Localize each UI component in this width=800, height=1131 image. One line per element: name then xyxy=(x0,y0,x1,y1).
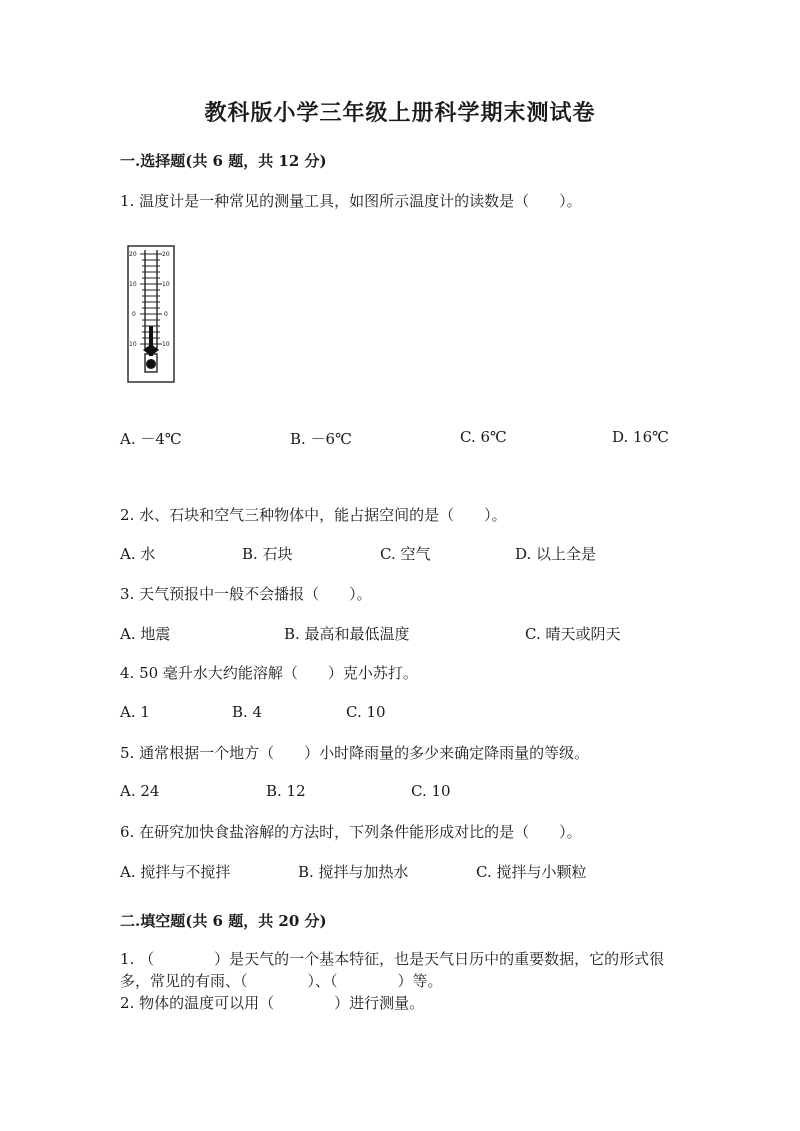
fill-question: 1. （ ）是天气的一个基本特征，也是天气日历中的重要数据，它的形式很多，常见的有雨、（ ）、（ ）等。 xyxy=(120,950,665,990)
option-a: A. 24 xyxy=(120,782,160,800)
scale-label: 10 xyxy=(162,281,170,288)
scale-label: 0 xyxy=(132,311,136,318)
fill-question: 2. 物体的温度可以用（ ）进行测量。 xyxy=(120,994,425,1012)
option-a: A. 水 xyxy=(120,545,156,563)
option-b: B. 石块 xyxy=(242,545,293,563)
option-c: C. 10 xyxy=(411,782,451,800)
section-heading-choice: 一.选择题(共 6 题，共 12 分) xyxy=(120,152,327,170)
option-b: B. 搅拌与加热水 xyxy=(298,863,409,881)
option-b: B. 最高和最低温度 xyxy=(284,625,410,643)
option-c: C. 空气 xyxy=(380,545,431,563)
question-stem: 2. 水、石块和空气三种物体中，能占据空间的是（ ）。 xyxy=(120,506,507,524)
question-stem: 1. 温度计是一种常见的测量工具，如图所示温度计的读数是（ ）。 xyxy=(120,192,582,210)
thermometer-figure xyxy=(126,244,176,384)
scale-label: 10 xyxy=(129,281,137,288)
option-a: A. 地震 xyxy=(120,625,171,643)
option-c: C. 搅拌与小颗粒 xyxy=(476,863,587,881)
option-b: B. －6℃ xyxy=(290,430,352,448)
question-stem: 4. 50 毫升水大约能溶解（ ）克小苏打。 xyxy=(120,664,418,682)
scale-label: 10 xyxy=(129,341,137,348)
question-stem: 5. 通常根据一个地方（ ）小时降雨量的多少来确定降雨量的等级。 xyxy=(120,744,590,762)
option-c: C. 晴天或阴天 xyxy=(525,625,621,643)
option-c: C. 6℃ xyxy=(460,428,507,446)
option-b: B. 12 xyxy=(266,782,306,800)
scale-label: 20 xyxy=(129,251,137,258)
section-heading-fill: 二.填空题(共 6 题，共 20 分) xyxy=(120,912,327,930)
option-a: A. 1 xyxy=(120,703,150,721)
scale-label: 20 xyxy=(162,251,170,258)
option-a: A. －4℃ xyxy=(120,430,182,448)
question-stem: 6. 在研究加快食盐溶解的方法时，下列条件能形成对比的是（ ）。 xyxy=(120,823,582,841)
option-d: D. 16℃ xyxy=(612,428,669,446)
scale-label: 0 xyxy=(164,311,168,318)
option-b: B. 4 xyxy=(232,703,263,721)
option-c: C. 10 xyxy=(346,703,386,721)
option-a: A. 搅拌与不搅拌 xyxy=(120,863,231,881)
page-title: 教科版小学三年级上册科学期末测试卷 xyxy=(204,100,596,126)
question-stem: 3. 天气预报中一般不会播报（ ）。 xyxy=(120,585,372,603)
scale-label: 10 xyxy=(162,341,170,348)
option-d: D. 以上全是 xyxy=(515,545,597,563)
